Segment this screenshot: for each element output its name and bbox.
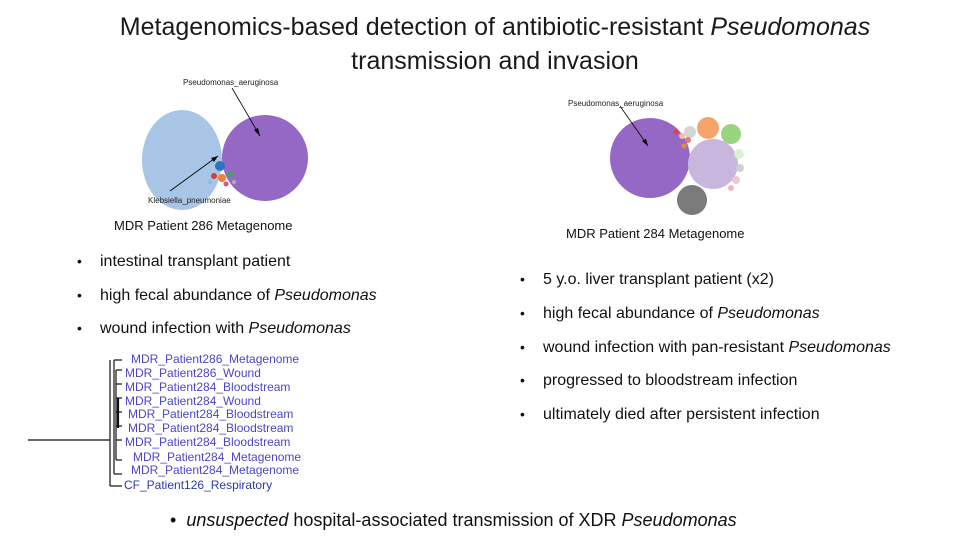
right-bullet-item [543, 372, 797, 390]
bullet-italic: Pseudomonas [717, 305, 820, 322]
tree-leaf-label: MDR_Patient284_Wound [125, 394, 261, 408]
pseudomonas-aeruginosa-label-left: Pseudomonas_aeruginosa [183, 78, 279, 87]
small-bubble [227, 171, 233, 177]
pseudomonas-bubble [610, 118, 690, 198]
bullet-text: high fecal abundance of [543, 305, 718, 322]
right-bullet-item [543, 305, 820, 323]
bullet-italic: Pseudomonas [274, 287, 377, 304]
tree-leaf-label: MDR_Patient284_Bloodstream [128, 407, 294, 421]
slide-title [40, 10, 950, 78]
bubble-cluster [610, 117, 744, 215]
tree-leaf-label: MDR_Patient284_Metagenome [131, 463, 300, 477]
tree-branches [28, 360, 122, 486]
small-bubble [679, 133, 685, 139]
conclusion-italic-prefix: unsuspected [186, 510, 289, 530]
small-bubble [208, 180, 212, 184]
small-bubble [224, 182, 229, 187]
klebsiella-pneumoniae-label: Klebsiella_pneumoniae [148, 196, 231, 205]
pseudomonas-bubble [222, 115, 308, 201]
title-line-2: transmission and invasion [351, 47, 639, 75]
small-bubble [684, 126, 696, 138]
conclusion-text: hospital-associated transmission of XDR [288, 510, 622, 530]
left-bullet-item [100, 320, 351, 338]
bullet-text: intestinal transplant patient [100, 253, 291, 270]
phylogenetic-tree [28, 348, 128, 494]
tree-leaf-label: MDR_Patient286_Wound [125, 366, 261, 380]
patient-286-caption: MDR Patient 286 Metagenome [114, 218, 293, 233]
patient-284-caption: MDR Patient 284 Metagenome [566, 226, 745, 241]
small-bubble [736, 164, 744, 172]
green-bubble [721, 124, 741, 144]
tree-leaf-label: MDR_Patient284_Bloodstream [125, 435, 291, 449]
bullet-italic: Pseudomonas [248, 320, 351, 337]
bullet-italic: Pseudomonas [788, 339, 891, 356]
left-bullet-item [100, 253, 290, 271]
small-bubble [232, 180, 236, 184]
gray-bubble [677, 185, 707, 215]
tree-leaf-label: MDR_Patient284_Bloodstream [128, 421, 294, 435]
small-bubble [728, 185, 734, 191]
tree-leaf-label: MDR_Patient284_Metagenome [133, 450, 302, 464]
patient-286-bubble-chart [140, 74, 320, 214]
small-bubble [682, 144, 687, 149]
bullet-text: progressed to bloodstream infection [543, 372, 798, 389]
small-bubble [674, 130, 679, 135]
tree-leaf-label: CF_Patient126_Respiratory [124, 478, 273, 492]
lavender-bubble [688, 139, 738, 189]
small-bubble [732, 176, 740, 184]
bullet-text: 5 y.o. liver transplant patient (x2) [543, 271, 774, 288]
small-bubble [685, 137, 691, 143]
conclusion-italic-suffix: Pseudomonas [621, 510, 737, 530]
title-line-1-italic: Pseudomonas [710, 13, 871, 41]
pseudomonas-aeruginosa-label-right: Pseudomonas_aeruginosa [568, 99, 664, 108]
title-line-1 [40, 10, 950, 44]
small-bubble [218, 174, 226, 182]
patient-284-bubble-chart [600, 96, 760, 220]
tree-leaf-label: MDR_Patient284_Bloodstream [125, 380, 291, 394]
klebsiella-bubble [142, 110, 222, 210]
orange-bubble [697, 117, 719, 139]
right-bullet-item [543, 271, 774, 289]
right-bullet-item [543, 339, 891, 357]
left-bullet-item [100, 287, 377, 305]
tree-leaf-label: MDR_Patient286_Metagenome [131, 352, 300, 366]
bullet-text: wound infection with pan-resistant [543, 339, 789, 356]
right-bullet-item [543, 406, 820, 424]
small-bubble [734, 149, 744, 159]
bullet-text: ultimately died after persistent infection [543, 406, 820, 423]
conclusion-bullet [170, 510, 737, 531]
title-line-1-text: Metagenomics-based detection of antibiotic-resistant [119, 13, 711, 41]
bullet-marker: • [170, 510, 187, 530]
bullet-text: wound infection with [100, 320, 249, 337]
small-bubble [215, 161, 225, 171]
bullet-text: high fecal abundance of [100, 287, 275, 304]
bubble-cluster [142, 110, 308, 210]
small-bubble [211, 173, 217, 179]
